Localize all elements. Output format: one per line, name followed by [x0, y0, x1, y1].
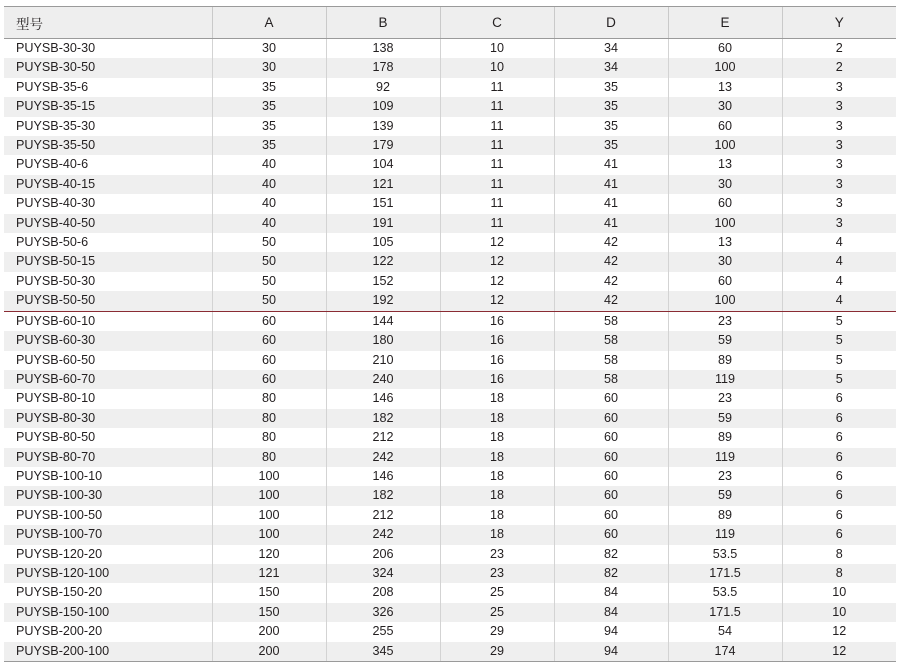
specification-table	[4, 7, 896, 661]
cell-model: PUYSB-60-70	[4, 370, 212, 389]
cell-value: 12	[440, 233, 554, 252]
cell-model: PUYSB-50-15	[4, 252, 212, 271]
cell-model: PUYSB-40-15	[4, 175, 212, 194]
table-row	[4, 448, 896, 467]
cell-value: 60	[554, 409, 668, 428]
cell-value: 54	[668, 622, 782, 641]
cell-value: 30	[212, 58, 326, 77]
table-row	[4, 351, 896, 370]
cell-value: 42	[554, 252, 668, 271]
cell-value: 18	[440, 428, 554, 447]
cell-value: 171.5	[668, 603, 782, 622]
cell-value: 174	[668, 642, 782, 661]
cell-value: 11	[440, 155, 554, 174]
cell-model: PUYSB-35-50	[4, 136, 212, 155]
cell-value: 30	[212, 39, 326, 59]
cell-value: 151	[326, 194, 440, 213]
cell-value: 92	[326, 78, 440, 97]
cell-value: 82	[554, 545, 668, 564]
cell-value: 35	[212, 78, 326, 97]
table-row	[4, 155, 896, 174]
cell-value: 60	[554, 486, 668, 505]
cell-value: 179	[326, 136, 440, 155]
cell-value: 182	[326, 409, 440, 428]
cell-value: 4	[782, 272, 896, 291]
cell-value: 171.5	[668, 564, 782, 583]
cell-value: 13	[668, 155, 782, 174]
cell-value: 23	[440, 545, 554, 564]
cell-value: 10	[782, 583, 896, 602]
cell-value: 16	[440, 331, 554, 350]
cell-value: 200	[212, 642, 326, 661]
cell-value: 12	[440, 272, 554, 291]
cell-value: 144	[326, 311, 440, 331]
cell-value: 150	[212, 583, 326, 602]
cell-value: 60	[554, 467, 668, 486]
cell-value: 100	[212, 506, 326, 525]
cell-value: 35	[554, 136, 668, 155]
cell-value: 58	[554, 331, 668, 350]
cell-value: 119	[668, 525, 782, 544]
column-header-a: A	[212, 7, 326, 39]
cell-value: 41	[554, 155, 668, 174]
cell-model: PUYSB-40-50	[4, 214, 212, 233]
table-row	[4, 622, 896, 641]
cell-value: 23	[668, 467, 782, 486]
cell-value: 23	[668, 389, 782, 408]
column-header-y: Y	[782, 7, 896, 39]
cell-value: 100	[668, 291, 782, 311]
cell-value: 6	[782, 486, 896, 505]
cell-value: 42	[554, 272, 668, 291]
cell-model: PUYSB-60-50	[4, 351, 212, 370]
cell-value: 80	[212, 448, 326, 467]
cell-model: PUYSB-100-50	[4, 506, 212, 525]
cell-value: 6	[782, 525, 896, 544]
cell-model: PUYSB-120-100	[4, 564, 212, 583]
table-row	[4, 389, 896, 408]
cell-value: 53.5	[668, 545, 782, 564]
cell-value: 60	[554, 525, 668, 544]
cell-value: 18	[440, 409, 554, 428]
cell-value: 6	[782, 409, 896, 428]
cell-value: 40	[212, 194, 326, 213]
cell-model: PUYSB-60-10	[4, 311, 212, 331]
cell-value: 59	[668, 409, 782, 428]
cell-model: PUYSB-50-6	[4, 233, 212, 252]
cell-value: 210	[326, 351, 440, 370]
cell-value: 208	[326, 583, 440, 602]
table-row	[4, 291, 896, 311]
cell-value: 122	[326, 252, 440, 271]
table-row	[4, 564, 896, 583]
cell-value: 3	[782, 175, 896, 194]
cell-value: 121	[212, 564, 326, 583]
cell-value: 242	[326, 525, 440, 544]
cell-value: 180	[326, 331, 440, 350]
table-row	[4, 117, 896, 136]
cell-model: PUYSB-40-6	[4, 155, 212, 174]
cell-value: 326	[326, 603, 440, 622]
table-row	[4, 642, 896, 661]
cell-value: 3	[782, 136, 896, 155]
cell-value: 94	[554, 642, 668, 661]
cell-value: 60	[668, 194, 782, 213]
cell-value: 18	[440, 525, 554, 544]
cell-value: 29	[440, 642, 554, 661]
cell-value: 150	[212, 603, 326, 622]
cell-model: PUYSB-150-20	[4, 583, 212, 602]
cell-value: 324	[326, 564, 440, 583]
cell-value: 23	[668, 311, 782, 331]
cell-value: 120	[212, 545, 326, 564]
cell-value: 58	[554, 351, 668, 370]
cell-value: 60	[668, 117, 782, 136]
cell-model: PUYSB-100-10	[4, 467, 212, 486]
table-row	[4, 214, 896, 233]
table-row	[4, 175, 896, 194]
cell-model: PUYSB-30-30	[4, 39, 212, 59]
cell-value: 119	[668, 370, 782, 389]
table-row	[4, 486, 896, 505]
cell-model: PUYSB-50-50	[4, 291, 212, 311]
cell-value: 89	[668, 428, 782, 447]
cell-value: 192	[326, 291, 440, 311]
cell-value: 82	[554, 564, 668, 583]
cell-value: 4	[782, 233, 896, 252]
cell-model: PUYSB-40-30	[4, 194, 212, 213]
cell-value: 11	[440, 117, 554, 136]
cell-value: 152	[326, 272, 440, 291]
cell-value: 35	[212, 136, 326, 155]
column-header-b: B	[326, 7, 440, 39]
cell-value: 10	[440, 39, 554, 59]
cell-value: 121	[326, 175, 440, 194]
cell-value: 41	[554, 194, 668, 213]
cell-value: 42	[554, 233, 668, 252]
cell-value: 60	[554, 448, 668, 467]
cell-value: 29	[440, 622, 554, 641]
table-row	[4, 39, 896, 59]
cell-value: 84	[554, 603, 668, 622]
cell-value: 11	[440, 97, 554, 116]
cell-value: 60	[554, 506, 668, 525]
table-row	[4, 409, 896, 428]
table-row	[4, 603, 896, 622]
cell-model: PUYSB-200-20	[4, 622, 212, 641]
cell-value: 34	[554, 58, 668, 77]
cell-value: 139	[326, 117, 440, 136]
cell-model: PUYSB-120-20	[4, 545, 212, 564]
cell-value: 50	[212, 233, 326, 252]
cell-model: PUYSB-100-70	[4, 525, 212, 544]
cell-model: PUYSB-150-100	[4, 603, 212, 622]
cell-value: 119	[668, 448, 782, 467]
table-row	[4, 252, 896, 271]
cell-value: 16	[440, 311, 554, 331]
cell-value: 10	[440, 58, 554, 77]
cell-value: 146	[326, 389, 440, 408]
cell-value: 89	[668, 351, 782, 370]
cell-value: 16	[440, 351, 554, 370]
cell-value: 212	[326, 428, 440, 447]
cell-value: 8	[782, 564, 896, 583]
table-row	[4, 136, 896, 155]
cell-value: 191	[326, 214, 440, 233]
cell-value: 60	[554, 428, 668, 447]
cell-value: 3	[782, 97, 896, 116]
cell-value: 2	[782, 58, 896, 77]
cell-value: 35	[554, 78, 668, 97]
cell-value: 3	[782, 155, 896, 174]
table-row	[4, 545, 896, 564]
cell-value: 13	[668, 233, 782, 252]
cell-value: 41	[554, 175, 668, 194]
cell-model: PUYSB-35-15	[4, 97, 212, 116]
cell-value: 60	[212, 351, 326, 370]
cell-value: 200	[212, 622, 326, 641]
cell-value: 18	[440, 506, 554, 525]
cell-value: 60	[212, 370, 326, 389]
cell-value: 80	[212, 428, 326, 447]
cell-value: 100	[212, 525, 326, 544]
cell-model: PUYSB-100-30	[4, 486, 212, 505]
cell-value: 18	[440, 448, 554, 467]
cell-model: PUYSB-35-30	[4, 117, 212, 136]
cell-value: 60	[668, 39, 782, 59]
cell-value: 255	[326, 622, 440, 641]
cell-value: 89	[668, 506, 782, 525]
cell-model: PUYSB-200-100	[4, 642, 212, 661]
cell-value: 3	[782, 194, 896, 213]
cell-value: 18	[440, 467, 554, 486]
cell-value: 60	[668, 272, 782, 291]
cell-value: 100	[212, 486, 326, 505]
table-row	[4, 272, 896, 291]
cell-value: 30	[668, 175, 782, 194]
cell-value: 25	[440, 583, 554, 602]
cell-value: 84	[554, 583, 668, 602]
table-row	[4, 331, 896, 350]
cell-value: 50	[212, 252, 326, 271]
cell-value: 11	[440, 175, 554, 194]
cell-value: 18	[440, 389, 554, 408]
cell-value: 11	[440, 78, 554, 97]
cell-model: PUYSB-50-30	[4, 272, 212, 291]
cell-value: 6	[782, 467, 896, 486]
cell-value: 35	[554, 97, 668, 116]
cell-value: 3	[782, 214, 896, 233]
cell-value: 6	[782, 389, 896, 408]
cell-value: 240	[326, 370, 440, 389]
cell-value: 3	[782, 78, 896, 97]
cell-value: 242	[326, 448, 440, 467]
column-header-d: D	[554, 7, 668, 39]
cell-value: 182	[326, 486, 440, 505]
cell-value: 59	[668, 331, 782, 350]
cell-value: 10	[782, 603, 896, 622]
cell-value: 2	[782, 39, 896, 59]
table-row	[4, 428, 896, 447]
cell-value: 105	[326, 233, 440, 252]
cell-value: 100	[668, 58, 782, 77]
cell-value: 40	[212, 175, 326, 194]
cell-value: 35	[212, 97, 326, 116]
cell-value: 41	[554, 214, 668, 233]
table-header-row	[4, 7, 896, 39]
cell-value: 5	[782, 331, 896, 350]
cell-model: PUYSB-60-30	[4, 331, 212, 350]
cell-model: PUYSB-35-6	[4, 78, 212, 97]
cell-model: PUYSB-80-30	[4, 409, 212, 428]
cell-value: 25	[440, 603, 554, 622]
cell-value: 100	[212, 467, 326, 486]
cell-value: 50	[212, 291, 326, 311]
table-body	[4, 39, 896, 662]
cell-value: 8	[782, 545, 896, 564]
table-header	[4, 7, 896, 39]
cell-value: 138	[326, 39, 440, 59]
cell-value: 80	[212, 389, 326, 408]
table-row	[4, 58, 896, 77]
cell-value: 30	[668, 252, 782, 271]
table-row	[4, 233, 896, 252]
cell-value: 5	[782, 311, 896, 331]
column-header-e: E	[668, 7, 782, 39]
table-row	[4, 467, 896, 486]
cell-value: 18	[440, 486, 554, 505]
table-row	[4, 78, 896, 97]
table-row	[4, 583, 896, 602]
cell-value: 212	[326, 506, 440, 525]
cell-value: 40	[212, 214, 326, 233]
cell-value: 23	[440, 564, 554, 583]
table-row	[4, 311, 896, 331]
cell-value: 53.5	[668, 583, 782, 602]
cell-value: 40	[212, 155, 326, 174]
cell-value: 4	[782, 252, 896, 271]
cell-value: 12	[440, 291, 554, 311]
cell-value: 35	[212, 117, 326, 136]
cell-value: 60	[554, 389, 668, 408]
cell-value: 34	[554, 39, 668, 59]
cell-value: 12	[440, 252, 554, 271]
cell-value: 11	[440, 194, 554, 213]
cell-value: 3	[782, 117, 896, 136]
table-row	[4, 525, 896, 544]
table-row	[4, 97, 896, 116]
column-header-c: C	[440, 7, 554, 39]
cell-value: 80	[212, 409, 326, 428]
cell-value: 58	[554, 370, 668, 389]
cell-value: 58	[554, 311, 668, 331]
cell-value: 50	[212, 272, 326, 291]
cell-value: 59	[668, 486, 782, 505]
table-row	[4, 506, 896, 525]
cell-value: 35	[554, 117, 668, 136]
cell-model: PUYSB-80-50	[4, 428, 212, 447]
table-row	[4, 370, 896, 389]
cell-model: PUYSB-30-50	[4, 58, 212, 77]
cell-value: 146	[326, 467, 440, 486]
cell-value: 100	[668, 136, 782, 155]
table-row	[4, 194, 896, 213]
cell-value: 60	[212, 311, 326, 331]
column-header-model: 型号	[4, 7, 212, 39]
cell-value: 5	[782, 351, 896, 370]
cell-value: 30	[668, 97, 782, 116]
cell-value: 345	[326, 642, 440, 661]
cell-value: 104	[326, 155, 440, 174]
cell-model: PUYSB-80-10	[4, 389, 212, 408]
cell-value: 6	[782, 428, 896, 447]
cell-model: PUYSB-80-70	[4, 448, 212, 467]
cell-value: 42	[554, 291, 668, 311]
cell-value: 6	[782, 448, 896, 467]
cell-value: 11	[440, 136, 554, 155]
cell-value: 16	[440, 370, 554, 389]
cell-value: 6	[782, 506, 896, 525]
cell-value: 4	[782, 291, 896, 311]
cell-value: 12	[782, 622, 896, 641]
cell-value: 60	[212, 331, 326, 350]
cell-value: 109	[326, 97, 440, 116]
cell-value: 13	[668, 78, 782, 97]
cell-value: 206	[326, 545, 440, 564]
cell-value: 12	[782, 642, 896, 661]
cell-value: 11	[440, 214, 554, 233]
cell-value: 94	[554, 622, 668, 641]
cell-value: 100	[668, 214, 782, 233]
cell-value: 5	[782, 370, 896, 389]
cell-value: 178	[326, 58, 440, 77]
